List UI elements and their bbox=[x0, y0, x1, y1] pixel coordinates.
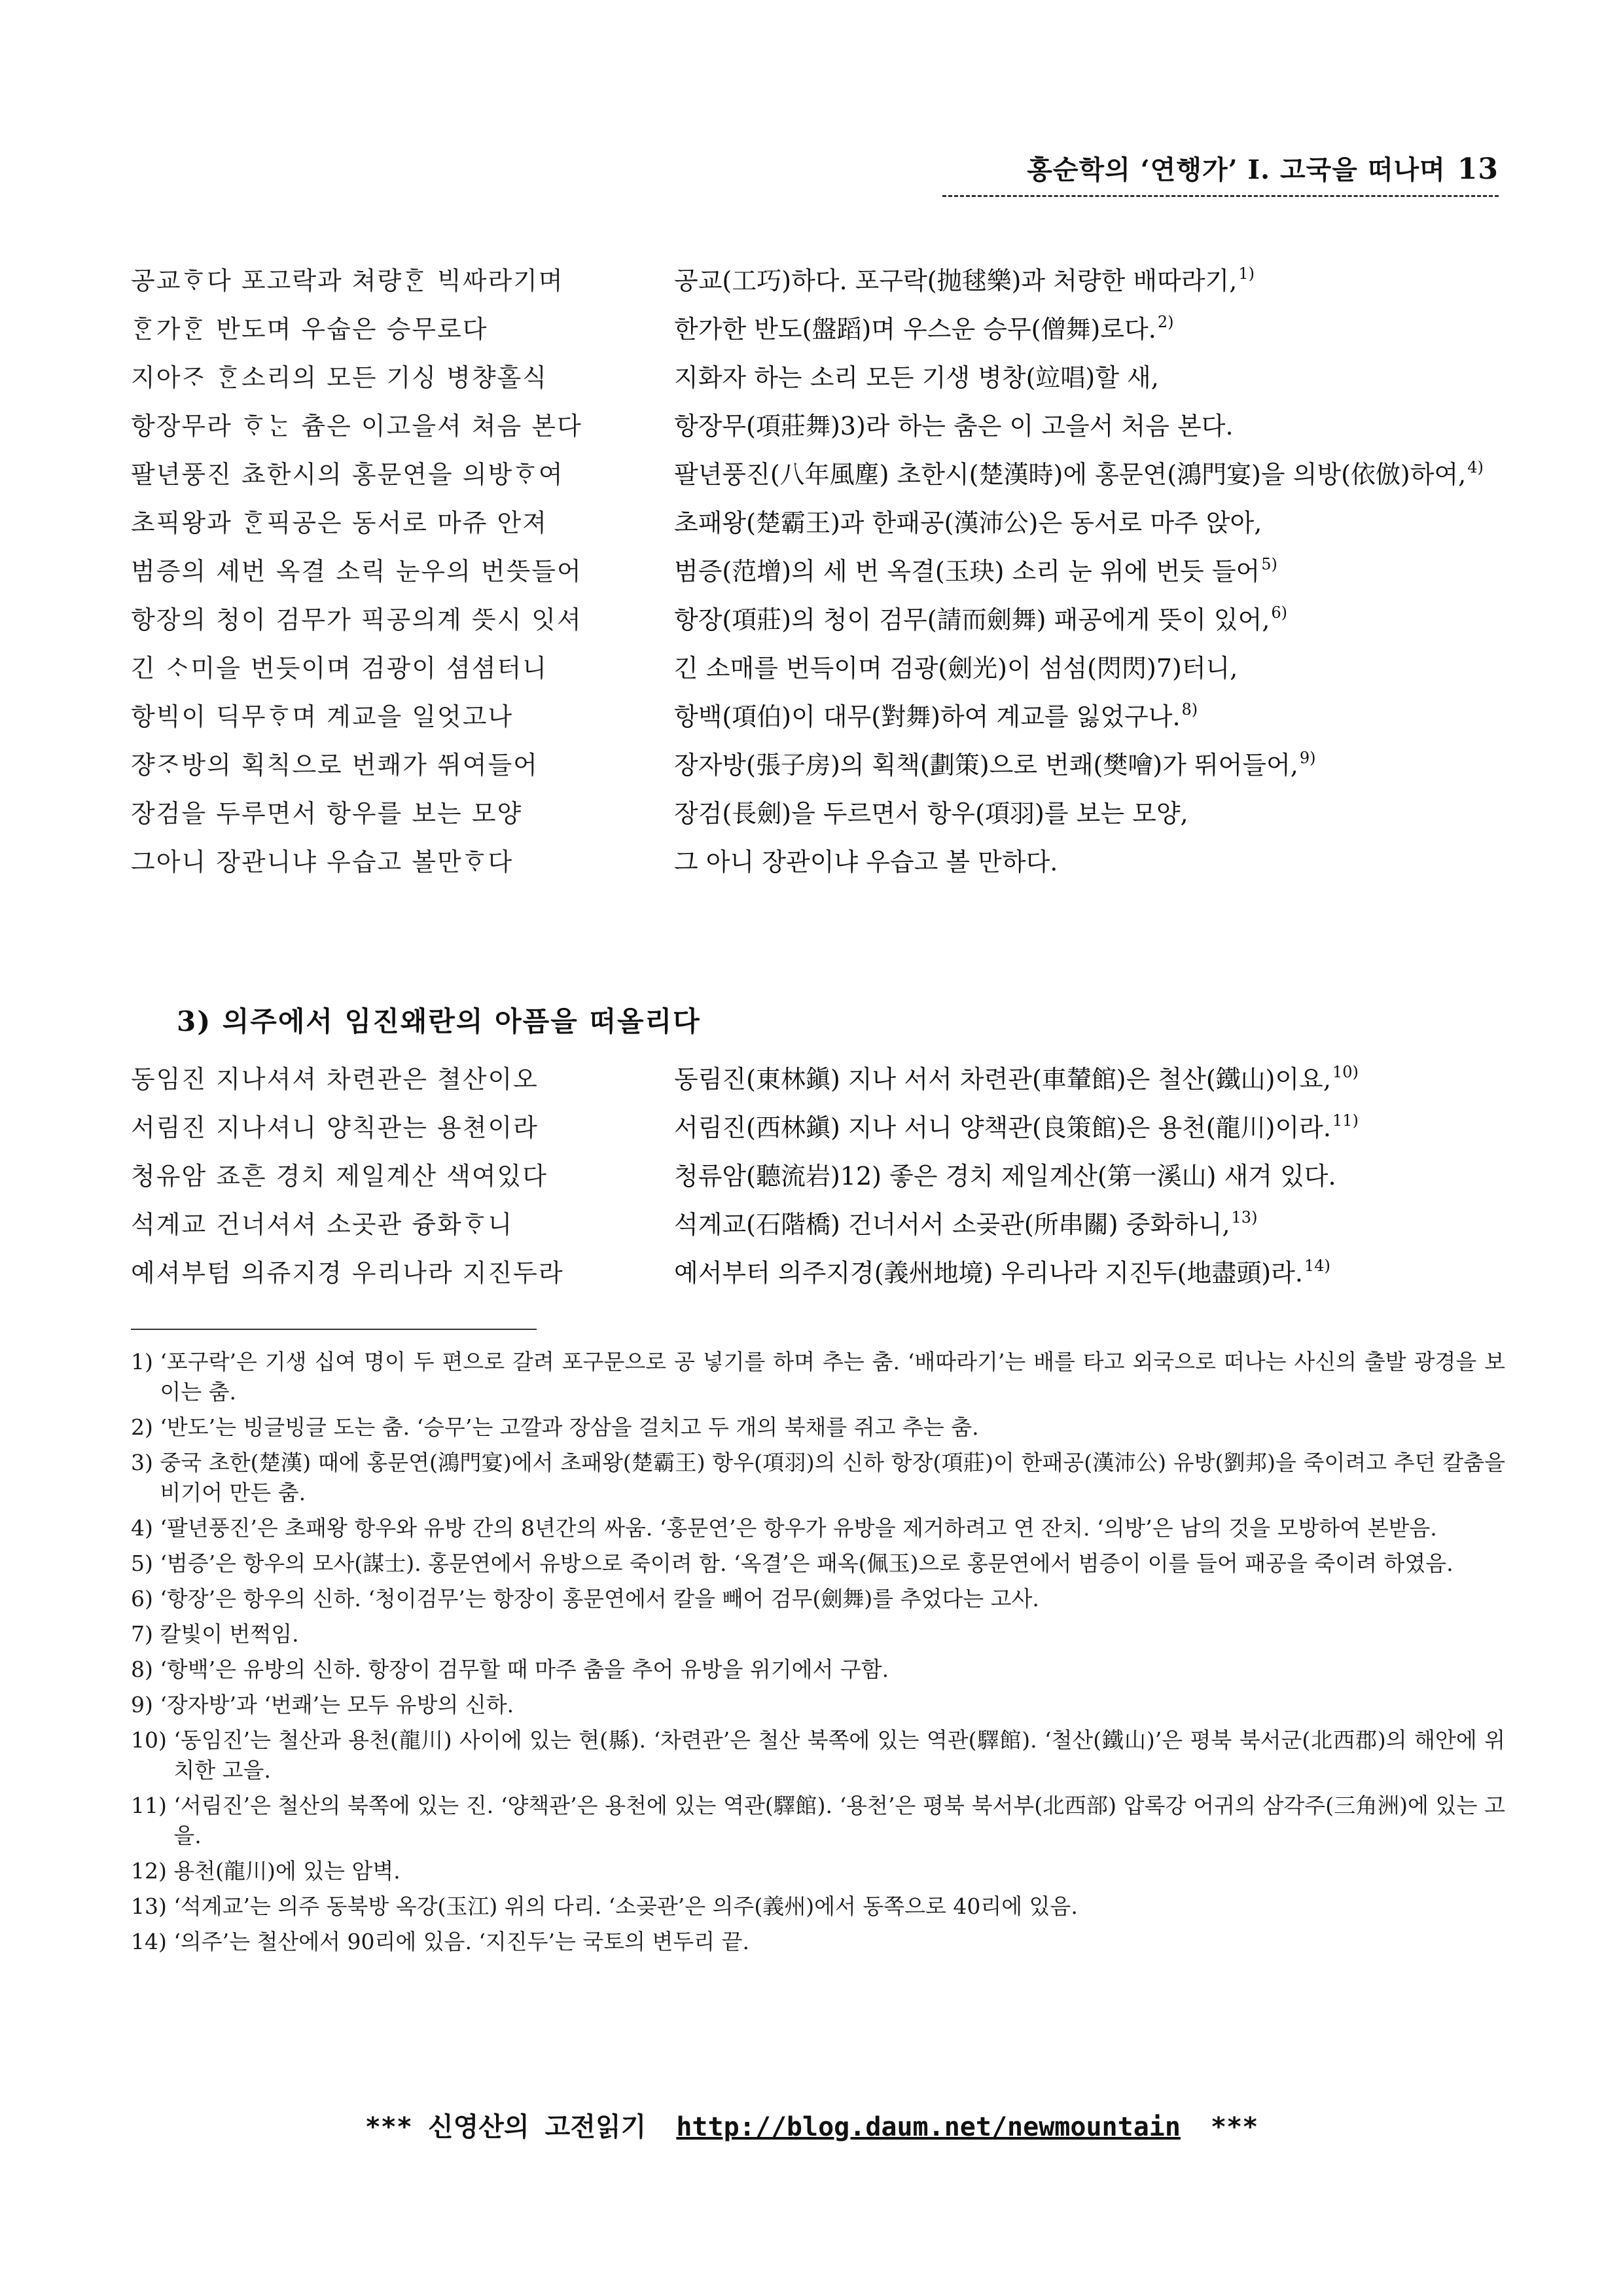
verse-line bbox=[131, 1059, 1512, 1107]
footnote-marker[interactable]: 8) bbox=[1181, 700, 1198, 719]
original-verse-text: 장검을 두루면서 항우를 보는 모양 bbox=[131, 799, 523, 828]
footnote-text: ‘서림진’은 철산의 북쪽에 있는 진. ‘양책관’은 용천에 있는 역관(驛館). ‘용천’은 평북 북서부(北西部) 압록강 어귀의 삼각주(三角洲)에 있는 고을. bbox=[173, 1793, 1505, 1848]
original-verse-text: 공교ᄒᆞ다 포고락과 쳐량ᄒᆞᆫ 빅ᄯᅡ라기며 bbox=[131, 266, 564, 295]
verse-line bbox=[131, 1253, 1512, 1301]
footnote-number: 4) bbox=[131, 1515, 160, 1541]
verse-line bbox=[131, 600, 1512, 648]
running-title: 홍순학의 ‘연행가’ Ⅰ. 고국을 떠나며 bbox=[1027, 154, 1446, 185]
modern-verse-content: 긴 소매를 번득이며 검광(劍光)이 섬섬(閃閃)7)터니, bbox=[674, 654, 1238, 683]
modern-verse-text bbox=[674, 1059, 1518, 1095]
verse-line bbox=[131, 1107, 1512, 1156]
modern-verse-content: 범증(范增)의 세 번 옥결(玉玦) 소리 눈 위에 번듯 들어 bbox=[674, 557, 1260, 586]
footnote-number: 10) bbox=[131, 1727, 174, 1753]
footnote-marker[interactable]: 1) bbox=[1238, 264, 1255, 283]
original-verse-text: 팔년풍진 쵸한시의 홍문연을 의방ᄒᆞ여 bbox=[131, 460, 564, 489]
footnote-number: 12) bbox=[131, 1858, 174, 1884]
original-verse-text: 그아니 장관니냐 우습고 볼만ᄒᆞ다 bbox=[131, 848, 514, 876]
footnote-item bbox=[131, 1690, 1505, 1720]
footnote-number: 3) bbox=[131, 1450, 160, 1475]
original-verse-text: 청유암 죠흔 경치 제일계산 색여있다 bbox=[131, 1162, 548, 1191]
modern-verse-text bbox=[674, 503, 1518, 539]
verse-line bbox=[131, 260, 1512, 309]
footnote-number: 14) bbox=[131, 1929, 174, 1954]
modern-verse-content: 석계교(石階橋) 건너서서 소곶관(所串關) 중화하니, bbox=[674, 1210, 1230, 1239]
original-verse-text: 동임진 지나셔셔 차련관은 쳘산이오 bbox=[131, 1065, 539, 1094]
original-verse-text: 항빅이 딕무ᄒᆞ며 계교을 일엇고나 bbox=[131, 702, 514, 731]
verse-line bbox=[131, 793, 1512, 842]
modern-verse-text bbox=[674, 1107, 1518, 1143]
modern-verse-text bbox=[674, 357, 1518, 393]
footnote-number: 11) bbox=[131, 1793, 174, 1818]
footer-label: 신영산의 고전읽기 bbox=[428, 2112, 647, 2142]
modern-verse-content: 청류암(聽流岩)12) 좋은 경치 제일계산(第一溪山) 새겨 있다. bbox=[674, 1162, 1336, 1191]
footnote-text: ‘범증’은 항우의 모사(謀士). 홍문연에서 유방으로 죽이려 함. ‘옥결’은 패옥(佩玉)으로 홍문연에서 범증이 이를 들어 패공을 죽이려 하였음. bbox=[160, 1551, 1454, 1576]
modern-verse-text bbox=[674, 1253, 1518, 1289]
footnote-text: ‘포구락’은 기생 십여 명이 두 편으로 갈려 포구문으로 공 넣기를 하며 추는 춤. ‘배따라기’는 배를 타고 외국으로 떠나는 사신의 출발 광경을 보이는 춤. bbox=[160, 1349, 1505, 1405]
footnote-number: 7) bbox=[131, 1621, 160, 1647]
footnote-marker[interactable]: 9) bbox=[1299, 749, 1316, 767]
footnote-number: 2) bbox=[131, 1414, 160, 1440]
modern-verse-text bbox=[674, 696, 1518, 732]
footnote-text: ‘팔년풍진’은 초패왕 항우와 유방 간의 8년간의 싸움. ‘홍문연’은 항우가 유방을 제거하려고 연 잔치. ‘의방’은 남의 것을 모방하여 본받음. bbox=[160, 1515, 1437, 1541]
verse-line bbox=[131, 842, 1512, 890]
modern-verse-content: 동림진(東林鎭) 지나 서서 차련관(車輦館)은 철산(鐵山)이요, bbox=[674, 1065, 1331, 1094]
modern-verse-content: 항장(項莊)의 청이 검무(請而劍舞) 패공에게 뜻이 있어, bbox=[674, 605, 1270, 634]
modern-verse-content: 예서부터 의주지경(義州地境) 우리나라 지진두(地盡頭)라. bbox=[674, 1259, 1303, 1287]
modern-verse-content: 장검(長劍)을 두르면서 항우(項羽)를 보는 모양, bbox=[674, 799, 1188, 828]
footnote-text: 중국 초한(楚漢) 때에 홍문연(鴻門宴)에서 초패왕(楚霸王) 항우(項羽)의 신하 항장(項莊)이 한패공(漢沛公) 유방(劉邦)을 죽이려고 추던 칼춤을 비기어 만든 춤. bbox=[160, 1450, 1505, 1505]
modern-verse-content: 팔년풍진(八年風塵) 초한시(楚漢時)에 홍문연(鴻門宴)을 의방(依倣)하여, bbox=[674, 460, 1467, 489]
footnote-text: ‘항장’은 항우의 신하. ‘청이검무’는 항장이 홍문연에서 칼을 빼어 검무(劍舞)를 추었다는 고사. bbox=[160, 1586, 1039, 1611]
footnote-number: 6) bbox=[131, 1586, 160, 1611]
footnote-marker[interactable]: 4) bbox=[1467, 458, 1484, 476]
footnote-item bbox=[131, 1448, 1505, 1508]
page-number: 13 bbox=[1457, 152, 1499, 186]
footnote-item bbox=[131, 1513, 1505, 1543]
original-verse-text: 범증의 셰번 옥결 소릭 눈우의 번ᄯᅳᆺ들어 bbox=[131, 557, 582, 586]
footnote-text: ‘반도’는 빙글빙글 도는 춤. ‘승무’는 고깔과 장삼을 걸치고 두 개의 북채를 쥐고 추는 춤. bbox=[160, 1414, 979, 1440]
footnote-number: 8) bbox=[131, 1657, 160, 1682]
original-verse-text: 예셔부텀 의쥬지경 우리나라 지진두라 bbox=[131, 1259, 564, 1287]
running-header bbox=[942, 149, 1499, 187]
verse-line bbox=[131, 309, 1512, 357]
modern-verse-content: 서림진(西林鎭) 지나 서니 양책관(良策館)은 용천(龍川)이라. bbox=[674, 1113, 1331, 1142]
footnote-marker[interactable]: 10) bbox=[1332, 1063, 1359, 1081]
footnote-item bbox=[131, 1791, 1505, 1851]
footer-stars-right: *** bbox=[1211, 2112, 1258, 2142]
modern-verse-text bbox=[674, 260, 1518, 296]
modern-verse-content: 항장무(項莊舞)3)라 하는 춤은 이 고을서 처음 본다. bbox=[674, 412, 1234, 440]
footer-stars-left: *** bbox=[365, 2112, 412, 2142]
footnote-item bbox=[131, 1856, 1505, 1886]
modern-verse-text bbox=[674, 745, 1518, 781]
footnote-divider bbox=[131, 1329, 537, 1330]
modern-verse-text bbox=[674, 1204, 1518, 1240]
footnote-item bbox=[131, 1549, 1505, 1579]
verse-line bbox=[131, 696, 1512, 745]
modern-verse-content: 공교(工巧)하다. 포구락(抛毬樂)과 처량한 배따라기, bbox=[674, 266, 1238, 295]
footer-link[interactable]: http://blog.daum.net/newmountain bbox=[676, 2112, 1181, 2142]
footnote-marker[interactable]: 6) bbox=[1271, 603, 1288, 622]
footnote-item bbox=[131, 1892, 1505, 1922]
verse-block-1 bbox=[131, 260, 1512, 890]
modern-verse-text bbox=[674, 454, 1518, 490]
footnote-text: ‘동임진’는 철산과 용천(龍川) 사이에 있는 현(縣). ‘차련관’은 철산 북쪽에 있는 역관(驛館). ‘철산(鐵山)’은 평북 북서군(北西郡)의 해안에 위치한 고을. bbox=[173, 1727, 1505, 1783]
footnote-item bbox=[131, 1584, 1505, 1614]
footnote-text: 칼빛이 번쩍임. bbox=[160, 1621, 299, 1647]
verse-line bbox=[131, 551, 1512, 600]
original-verse-text: ᄒᆞᆫ가ᄒᆞᆫ 반도며 우숩은 승무로다 bbox=[131, 315, 488, 344]
footnote-text: ‘장자방’과 ‘번쾌’는 모두 유방의 신하. bbox=[160, 1692, 514, 1717]
original-verse-text: 석계교 건너셔셔 소곳관 즁화ᄒᆞ니 bbox=[131, 1210, 514, 1239]
footnote-marker[interactable]: 14) bbox=[1304, 1257, 1330, 1275]
modern-verse-content: 그 아니 장관이냐 우습고 볼 만하다. bbox=[674, 848, 1058, 876]
verse-line bbox=[131, 1156, 1512, 1204]
verse-line bbox=[131, 357, 1512, 406]
footnote-number: 9) bbox=[131, 1692, 160, 1717]
modern-verse-content: 항백(項伯)이 대무(對舞)하여 계교를 잃었구나. bbox=[674, 702, 1181, 731]
original-verse-text: 항장의 청이 검무가 픽공의계 ᄯᅳᆺ시 잇셔 bbox=[131, 605, 582, 634]
modern-verse-content: 지화자 하는 소리 모든 기생 병창(竝唱)할 새, bbox=[674, 363, 1159, 392]
modern-verse-text bbox=[674, 309, 1518, 345]
modern-verse-text bbox=[674, 1156, 1518, 1192]
verse-line bbox=[131, 454, 1512, 503]
footnote-number: 13) bbox=[131, 1893, 174, 1919]
verse-line bbox=[131, 1204, 1512, 1253]
footnote-text: ‘항백’은 유방의 신하. 항장이 검무할 때 마주 춤을 추어 유방을 위기에서 구함. bbox=[160, 1657, 889, 1682]
footnote-text: ‘의주’는 철산에서 90리에 있음. ‘지진두’는 국토의 변두리 끝. bbox=[173, 1929, 750, 1954]
original-verse-text: 초픽왕과 ᄒᆞᆫ픽공은 동서로 마쥬 안져 bbox=[131, 509, 548, 537]
modern-verse-text bbox=[674, 406, 1518, 442]
footnote-item bbox=[131, 1619, 1505, 1649]
footnote-item bbox=[131, 1725, 1505, 1785]
footnote-item bbox=[131, 1927, 1505, 1957]
modern-verse-content: 한가한 반도(盤蹈)며 우스운 승무(僧舞)로다. bbox=[674, 315, 1156, 344]
verse-line bbox=[131, 406, 1512, 454]
footnote-marker[interactable]: 13) bbox=[1231, 1208, 1258, 1227]
page-footer bbox=[0, 2106, 1623, 2144]
footnote-number: 5) bbox=[131, 1551, 160, 1576]
original-verse-text: 항장무라 ᄒᆞᄂᆞᆫ 츔은 이고을셔 쳐음 본다 bbox=[131, 412, 582, 440]
original-verse-text: 쟝ᄌᆞ방의 획칙으로 번쾌가 ᄯᅱ여들어 bbox=[131, 751, 539, 780]
footnote-item bbox=[131, 1412, 1505, 1443]
verse-line bbox=[131, 648, 1512, 696]
footnotes bbox=[131, 1347, 1505, 1962]
original-verse-text: 긴 ᄉᆞ미을 번듯이며 검광이 셤셤터니 bbox=[131, 654, 548, 683]
modern-verse-content: 초패왕(楚霸王)과 한패공(漢沛公)은 동서로 마주 앉아, bbox=[674, 509, 1262, 537]
verse-line bbox=[131, 503, 1512, 551]
footnote-marker[interactable]: 5) bbox=[1261, 555, 1277, 573]
footnote-text: 용천(龍川)에 있는 암벽. bbox=[173, 1858, 401, 1884]
original-verse-text: 지아ᄌᆞ ᄒᆞᆫ소리의 모든 기싱 병챵홀식 bbox=[131, 363, 548, 392]
footnote-text: ‘석계교’는 의주 동북방 옥강(玉江) 위의 다리. ‘소곶관’은 의주(義州)에서 동쪽으로 40리에 있음. bbox=[173, 1893, 1078, 1919]
footnote-item bbox=[131, 1347, 1505, 1407]
modern-verse-text bbox=[674, 551, 1518, 587]
verse-block-2 bbox=[131, 1059, 1512, 1301]
modern-verse-text bbox=[674, 793, 1518, 829]
footnote-marker[interactable]: 2) bbox=[1157, 313, 1174, 331]
modern-verse-text bbox=[674, 648, 1518, 684]
section-title: 3) 의주에서 임진왜란의 아픔을 떠올리다 bbox=[177, 1005, 701, 1037]
footnote-item bbox=[131, 1655, 1505, 1685]
modern-verse-text bbox=[674, 600, 1518, 636]
footnote-marker[interactable]: 11) bbox=[1332, 1111, 1359, 1130]
header-divider bbox=[942, 195, 1499, 197]
modern-verse-content: 장자방(張子房)의 획책(劃策)으로 번쾌(樊噲)가 뛰어들어, bbox=[674, 751, 1298, 780]
footnote-number: 1) bbox=[131, 1349, 160, 1374]
modern-verse-text bbox=[674, 842, 1518, 878]
verse-line bbox=[131, 745, 1512, 793]
original-verse-text: 서림진 지나셔니 양칙관는 용쳔이라 bbox=[131, 1113, 539, 1142]
